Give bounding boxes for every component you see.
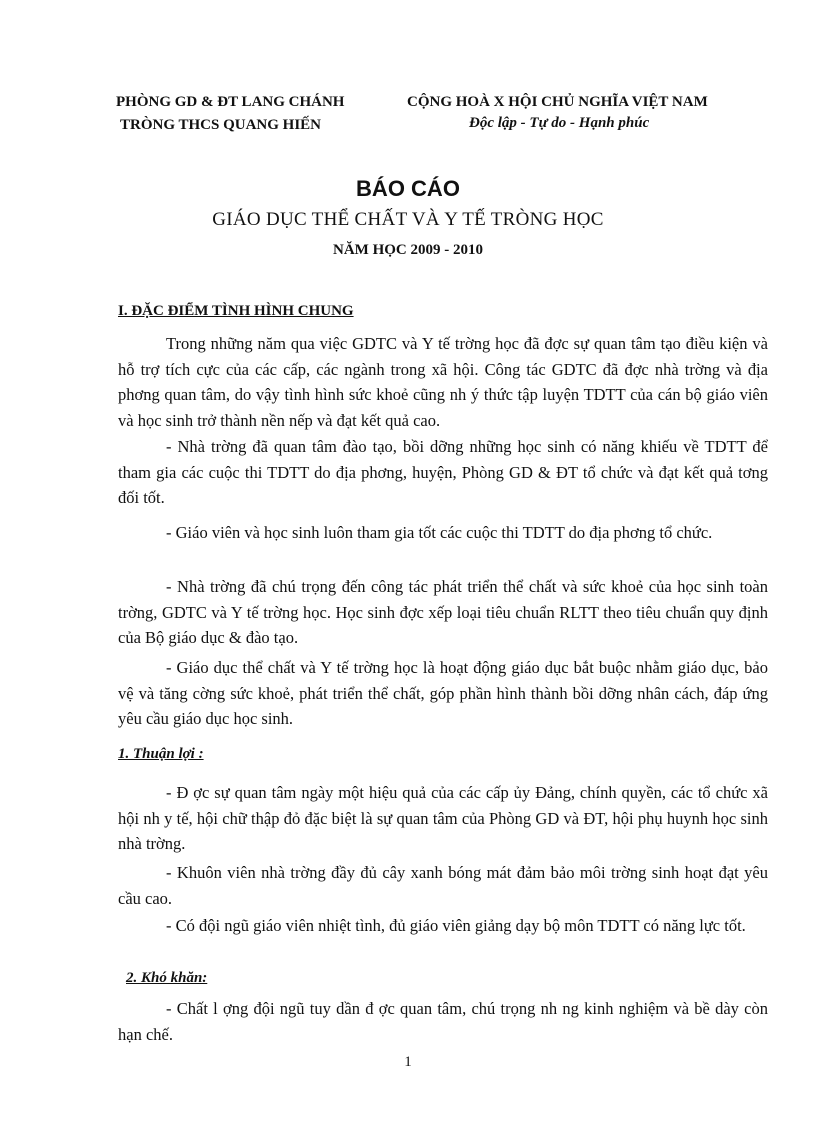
paragraph: - Chất l ợng đội ngũ tuy dần đ ợc quan tâm, chú trọng nh ng kinh nghiệm và bề dày còn hạn chế. [118, 999, 768, 1044]
paragraph: - Có đội ngũ giáo viên nhiệt tình, đủ giáo viên giảng dạy bộ môn TDTT có năng lực tốt. [166, 916, 746, 935]
paragraph: Trong những năm qua việc GDTC và Y tế trờng học đã đợc sự quan tâm tạo điều kiện và hỗ trợ tích cực của các cấp, các ngành trong xã hội. Công tác GDTC đã đợc nhà trờng và địa phơng quan tâm, do vậy tình hình sức khoẻ cũng nh ý thức tập luyện TDTT của cán bộ giáo viên và học sinh trở thành nền nếp và đạt kết quả cao. [118, 334, 768, 430]
report-title: BÁO CÁO [356, 176, 460, 201]
motto: Độc lập - Tự do - Hạnh phúc [469, 115, 650, 131]
paragraph: - Giáo viên và học sinh luôn tham gia tốt các cuộc thi TDTT do địa phơng tổ chức. [166, 523, 713, 542]
paragraph: - Nhà trờng đã quan tâm đào tạo, bồi dỡng những học sinh có năng khiếu về TDTT để tham gia các cuộc thi TDTT do địa phơng, huyện, Phòng GD & ĐT tổ chức và đạt kết quả tơng đối tốt. [118, 437, 768, 507]
country-name: CỘNG HOÀ X HỘI CHỦ NGHĨA VIỆT NAM [407, 94, 708, 110]
paragraph: - Đ ợc sự quan tâm ngày một hiệu quả của các cấp ủy Đảng, chính quyền, các tổ chức xã hội nh y tế, hội chữ thập đỏ đặc biệt là sự quan tâm của Phòng GD và ĐT, hội phụ huynh học sinh nhà trờng. [118, 783, 768, 853]
page-number: 1 [404, 1054, 412, 1070]
section-heading-advantages: 1. Thuận lợi : [118, 746, 204, 762]
school-year: NĂM HỌC 2009 - 2010 [333, 242, 483, 258]
section-heading-difficulties: 2. Khó khăn: [126, 970, 208, 986]
section-heading-general: I. ĐẶC ĐIỂM TÌNH HÌNH CHUNG [118, 303, 354, 319]
department-name: PHÒNG GD & ĐT LANG CHÁNH [116, 94, 345, 110]
paragraph: - Nhà trờng đã chú trọng đến công tác phát triển thể chất và sức khoẻ của học sinh toàn trờng, GDTC và Y tế trờng học. Học sinh đợc xếp loại tiêu chuẩn RLTT theo tiêu chuẩn quy định của Bộ giáo dục & đào tạo. [118, 577, 768, 647]
paragraph: - Giáo dục thể chất và Y tế trờng học là hoạt động giáo dục bắt buộc nhằm giáo dục, bảo vệ và tăng cờng sức khoẻ, phát triển thể chất, góp phần hình thành bồi dỡng nhân cách, đáp ứng yêu cầu giáo dục học sinh. [118, 658, 768, 728]
report-subtitle: GIÁO DỤC THỂ CHẤT VÀ Y TẾ TRÒNG HỌC [212, 209, 604, 230]
paragraph: - Khuôn viên nhà trờng đầy đủ cây xanh bóng mát đảm bảo môi trờng sinh hoạt đạt yêu cầu cao. [118, 863, 768, 908]
school-name: TRÒNG THCS QUANG HIẾN [120, 117, 322, 133]
